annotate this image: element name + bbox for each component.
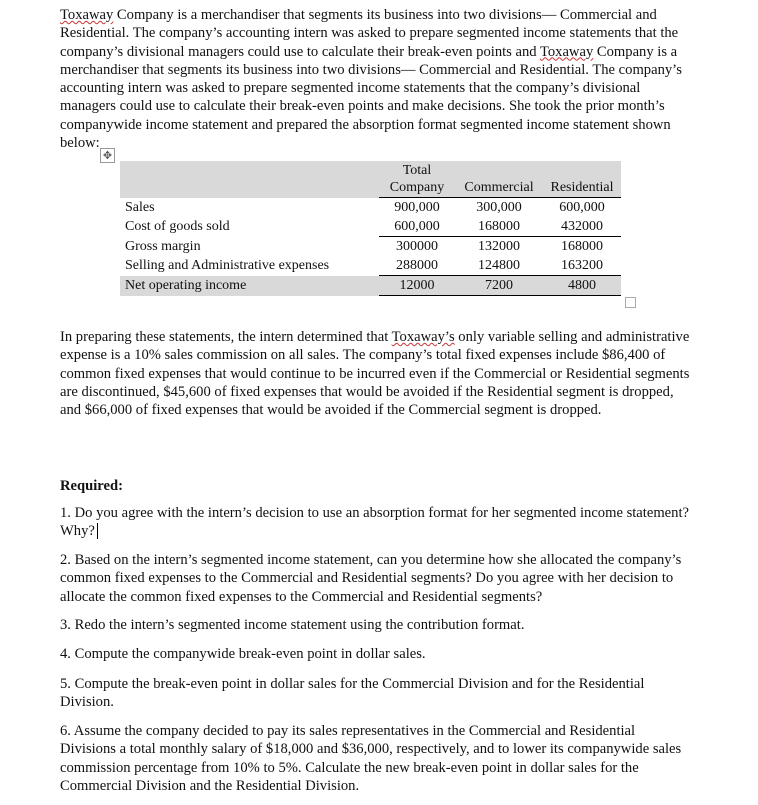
table-row: Cost of goods sold 600,000 168000 432000 <box>120 217 621 237</box>
details-paragraph: In preparing these statements, the intern determined that Toxaway’s only variable selling and administrative expense is a 10% sales commission on all sales. The company’s total fixed expenses include $86,400 of common fixed expenses that would continue to be incurred even if the Commercial or Residential segments are discontinued, $45,600 of fixed expenses that would be avoided if the Residential segment is dropped, and $66,000 of fixed expenses that would be avoided if the Commercial segment is dropped. <box>60 329 690 419</box>
spell-flagged-word: Toxaway <box>539 43 594 60</box>
question-4: 4. Compute the companywide break-even point in dollar sales. <box>60 646 426 662</box>
text-cursor <box>97 523 98 539</box>
question-1: 1. Do you agree with the intern’s decision to use an absorption format for her segmented income statement? Why? <box>60 505 689 540</box>
intro-paragraph: Toxaway Company is a merchandiser that segments its business into two divisions— Commercial and Residential. The company’s accounting intern was asked to prepare segmented income statements that the company’s divisional managers could use to calculate their break-even points and Toxaway Company is a merchandiser that segments its business into two divisions— Commercial and Residential. The company’s accounting intern was asked to prepare segmented income statements that the company’s divisional managers could use to calculate their break-even points and make decisions. She took the prior month’s companywide income statement and prepared the absorption format segmented income statement shown below: <box>60 7 682 152</box>
question-6: 6. Assume the company decided to pay its sales representatives in the Commercial and Residential Divisions a total monthly salary of $18,000 and $36,000, respectively, and to lower its companywide sales commission percentage from 10% to 5%. Calculate the new break-even point in dollar sales for the Commercial Division and the Residential Division. <box>60 723 682 794</box>
question-2: 2. Based on the intern’s segmented income statement, can you determine how she allocated the company’s common fixed expenses to the Commercial and Residential segments? Do you agree with her decision to allocate the common fixed expenses to the Commercial and Residential segments? <box>60 552 682 605</box>
table-header-row: Total Company Commercial Residential <box>120 161 621 198</box>
spell-flagged-word: Toxaway’s <box>391 329 455 345</box>
table-row: Gross margin 300000 132000 168000 <box>125 238 603 254</box>
table-row: Selling and Administrative expenses 288000 124800 163200 <box>120 256 621 276</box>
question-5: 5. Compute the break-even point in dollar sales for the Commercial Division and for the Residential Division. <box>60 676 645 711</box>
table-move-handle-icon[interactable]: ✥ <box>100 148 115 163</box>
table-row: Sales 900,000 300,000 600,000 <box>125 199 605 215</box>
segmented-income-table <box>120 161 621 296</box>
required-heading: Required: <box>60 478 123 494</box>
table-row-total: Net operating income 12000 7200 4800 <box>120 276 621 296</box>
question-3: 3. Redo the intern’s segmented income statement using the contribution format. <box>60 617 525 633</box>
spell-flagged-word: Toxaway <box>60 7 114 23</box>
table-resize-handle[interactable] <box>625 297 636 308</box>
